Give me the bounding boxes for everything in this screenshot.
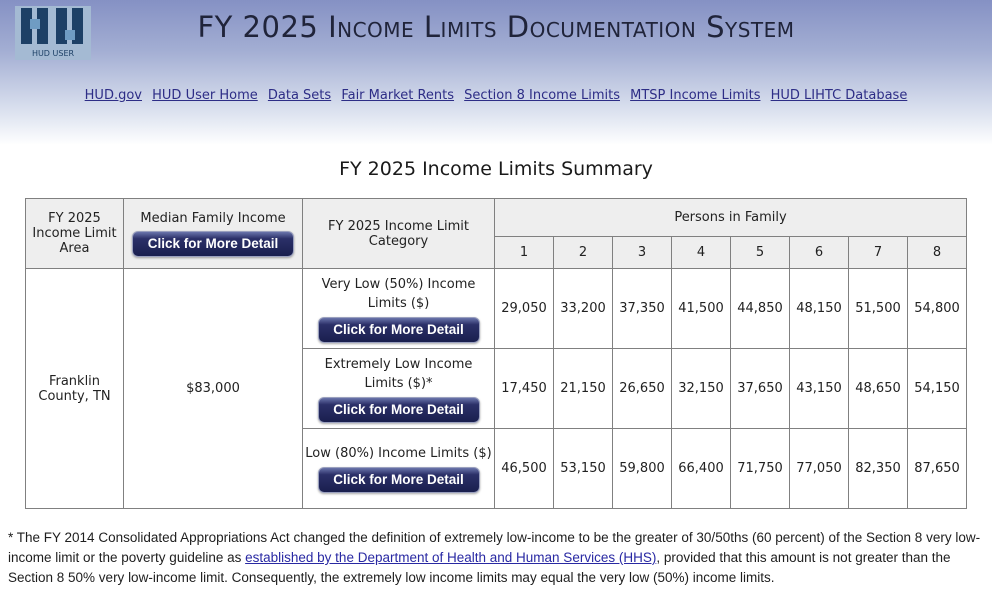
- income-value-cell: 41,500: [672, 269, 731, 349]
- category-cell-very-low: [303, 269, 495, 349]
- income-value-cell: 54,800: [908, 269, 967, 349]
- nav-link-hud-lihtc-database[interactable]: HUD LIHTC Database: [770, 88, 908, 103]
- category-label: Very Low (50%) Income Limits ($): [321, 276, 476, 311]
- table-row-very-low: [26, 269, 967, 349]
- col-header-persons-in-family: Persons in Family: [495, 199, 967, 237]
- income-value-cell: 29,050: [495, 269, 554, 349]
- person-count-header: 5: [731, 237, 790, 269]
- nav-link-mtsp-income-limits[interactable]: MTSP Income Limits: [630, 88, 761, 103]
- category-label: Low (80%) Income Limits ($): [305, 446, 492, 461]
- person-count-header: 3: [613, 237, 672, 269]
- income-limits-table: [25, 198, 967, 509]
- category-cell-low: [303, 429, 495, 509]
- app-title: FY 2025 Income Limits Documentation System: [197, 10, 795, 44]
- person-count-header: 8: [908, 237, 967, 269]
- footnote: [8, 528, 986, 588]
- mfi-detail-button[interactable]: Click for More Detail: [132, 231, 294, 257]
- income-value-cell: 48,650: [849, 349, 908, 429]
- footnote-text-before: * The FY 2014 Consolidated Appropriations Act changed the definition of extremely low-income to be the greater of 30/50ths (60 percent) of the Section 8 very low-income limit or the poverty guideline as: [8, 530, 981, 565]
- nav-link-fair-market-rents[interactable]: Fair Market Rents: [341, 88, 455, 103]
- very-low-detail-button[interactable]: Click for More Detail: [318, 317, 480, 343]
- income-value-cell: 37,350: [613, 269, 672, 349]
- income-value-cell: 32,150: [672, 349, 731, 429]
- page-title: FY 2025 Income Limits Summary: [339, 158, 653, 180]
- nav-link-section-8-income-limits[interactable]: Section 8 Income Limits: [464, 88, 620, 103]
- person-count-header: 4: [672, 237, 731, 269]
- income-value-cell: 37,650: [731, 349, 790, 429]
- category-label: Extremely Low Income Limits ($)*: [324, 356, 473, 391]
- income-value-cell: 71,750: [731, 429, 790, 509]
- income-value-cell: 82,350: [849, 429, 908, 509]
- logo-text: HUD USER: [31, 49, 75, 58]
- extremely-low-detail-button[interactable]: Click for More Detail: [318, 397, 480, 423]
- income-value-cell: 17,450: [495, 349, 554, 429]
- col-header-income-limit-area: FY 2025 Income Limit Area: [26, 199, 124, 269]
- person-count-header: 6: [790, 237, 849, 269]
- footnote-text-after: , provided that this amount is not greater than the Section 8 50% very low-income limit. Consequently, the extremely low income limits may equal the very low (50%) income limits.: [8, 550, 951, 585]
- page-header: [0, 0, 992, 145]
- income-value-cell: 87,650: [908, 429, 967, 509]
- col-header-income-limit-category: FY 2025 Income Limit Category: [303, 199, 495, 269]
- low-detail-button[interactable]: Click for More Detail: [318, 467, 480, 493]
- category-cell-extremely-low: [303, 349, 495, 429]
- median-income-value: $83,000: [124, 269, 303, 509]
- top-nav: [0, 88, 992, 103]
- income-value-cell: 44,850: [731, 269, 790, 349]
- income-value-cell: 66,400: [672, 429, 731, 509]
- income-limit-area-cell: Franklin County, TN: [26, 269, 124, 509]
- hhs-link[interactable]: established by the Department of Health and Human Services (HHS): [245, 550, 657, 565]
- income-value-cell: 59,800: [613, 429, 672, 509]
- income-value-cell: 21,150: [554, 349, 613, 429]
- nav-link-data-sets[interactable]: Data Sets: [267, 88, 332, 103]
- income-value-cell: 53,150: [554, 429, 613, 509]
- nav-link-hud-gov[interactable]: HUD.gov: [84, 88, 142, 103]
- median-family-income-label: Median Family Income: [140, 210, 286, 226]
- person-count-header: 2: [554, 237, 613, 269]
- col-header-median-family-income: [124, 199, 303, 269]
- income-value-cell: 77,050: [790, 429, 849, 509]
- person-count-header: 1: [495, 237, 554, 269]
- income-value-cell: 33,200: [554, 269, 613, 349]
- income-value-cell: 54,150: [908, 349, 967, 429]
- income-value-cell: 48,150: [790, 269, 849, 349]
- income-value-cell: 46,500: [495, 429, 554, 509]
- income-value-cell: 51,500: [849, 269, 908, 349]
- nav-link-hud-user-home[interactable]: HUD User Home: [152, 88, 258, 103]
- income-value-cell: 43,150: [790, 349, 849, 429]
- income-value-cell: 26,650: [613, 349, 672, 429]
- person-count-header: 7: [849, 237, 908, 269]
